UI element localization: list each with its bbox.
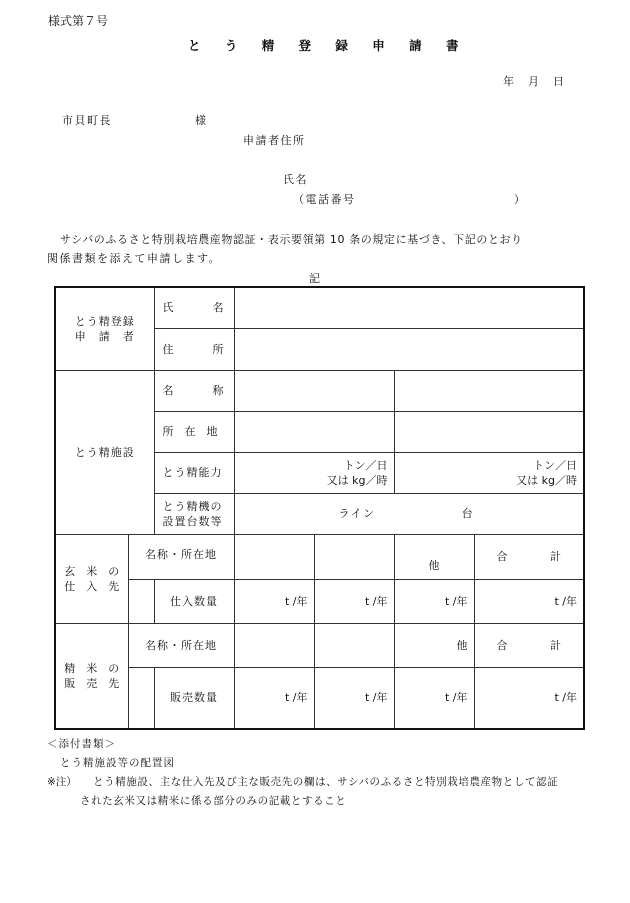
purchase-qty-total[interactable]: t /年	[474, 579, 584, 623]
note-label: ※注）	[47, 776, 77, 788]
purchase-qty-label: 仕入数量	[154, 579, 234, 623]
registrant-name-label: 氏 名	[154, 287, 234, 328]
form-title: と う 精 登 録 申 請 書	[188, 38, 469, 53]
ki-label: 記	[309, 272, 320, 285]
facility-name-field-2[interactable]	[394, 370, 584, 411]
sales-group-label: 精 米 の 販 売 先	[55, 623, 128, 729]
sales-name-location-label: 名称・所在地	[128, 623, 234, 667]
application-table	[54, 286, 585, 730]
purchase-total-label: 合 計	[474, 534, 584, 579]
applicant-phone-close: ）	[514, 193, 525, 206]
facility-capacity-field-1[interactable]: トン／日 又は kg／時	[234, 452, 394, 493]
recipient-honorific: 様	[195, 114, 206, 127]
registrant-name-field[interactable]	[234, 287, 584, 328]
sales-qty-2[interactable]: t /年	[314, 667, 394, 729]
body-text-line2: 関係書類を添えて申請します。	[47, 252, 222, 265]
registrant-address-label: 住 所	[154, 328, 234, 370]
facility-location-field-1[interactable]	[234, 411, 394, 452]
facility-capacity-label: とう精能力	[154, 452, 234, 493]
applicant-address-label: 申請者住所	[243, 134, 306, 147]
purchase-supplier-1[interactable]	[234, 534, 314, 579]
sales-customer-1[interactable]	[234, 623, 314, 667]
sales-qty-label: 販売数量	[154, 667, 234, 729]
facility-capacity-field-2[interactable]: トン／日 又は kg／時	[394, 452, 584, 493]
purchase-indent-spacer	[128, 579, 154, 623]
facility-location-label: 所 在 地	[154, 411, 234, 452]
facility-name-field-1[interactable]	[234, 370, 394, 411]
registrant-address-field[interactable]	[234, 328, 584, 370]
form-number: 様式第７号	[48, 14, 109, 28]
purchase-name-location-label: 名称・所在地	[128, 534, 234, 579]
applicant-name-label: 氏名	[283, 173, 308, 186]
sales-qty-total[interactable]: t /年	[474, 667, 584, 729]
purchase-group-label: 玄 米 の 仕 入 先	[55, 534, 128, 623]
attachments-item: とう精施設等の配置図	[60, 757, 175, 769]
date-line: 年 月 日	[503, 75, 566, 88]
facility-machines-field[interactable]	[234, 493, 584, 534]
unit-label: 台	[461, 507, 473, 520]
note-line1: とう精施設、主な仕入先及び主な販売先の欄は、サシバのふるさと特別栽培農産物として認証	[93, 776, 559, 788]
facility-name-label: 名 称	[154, 370, 234, 411]
sales-customer-2[interactable]	[314, 623, 394, 667]
line-label: ライン	[338, 507, 376, 520]
purchase-other[interactable]: 他	[394, 534, 474, 579]
note-line2: された玄米又は精米に係る部分のみの記載とすること	[80, 795, 347, 807]
recipient-name: 市貝町長	[62, 114, 112, 127]
facility-machines-label: とう精機の 設置台数等	[154, 493, 234, 534]
applicant-phone-label: （電話番号	[293, 193, 356, 206]
purchase-qty-2[interactable]: t /年	[314, 579, 394, 623]
sales-other[interactable]: 他	[394, 623, 474, 667]
attachments-heading: ＜添付書類＞	[47, 738, 116, 750]
purchase-supplier-2[interactable]	[314, 534, 394, 579]
sales-indent-spacer	[128, 667, 154, 729]
body-text-line1: サシバのふるさと特別栽培農産物認証・表示要領第 10 条の規定に基づき、下記のとおり	[60, 233, 523, 246]
sales-qty-1[interactable]: t /年	[234, 667, 314, 729]
facility-location-field-2[interactable]	[394, 411, 584, 452]
sales-total-label: 合 計	[474, 623, 584, 667]
sales-qty-other[interactable]: t /年	[394, 667, 474, 729]
purchase-qty-other[interactable]: t /年	[394, 579, 474, 623]
registrant-group-label: とう精登録 申 請 者	[55, 287, 154, 370]
facility-group-label: とう精施設	[55, 370, 154, 534]
purchase-qty-1[interactable]: t /年	[234, 579, 314, 623]
